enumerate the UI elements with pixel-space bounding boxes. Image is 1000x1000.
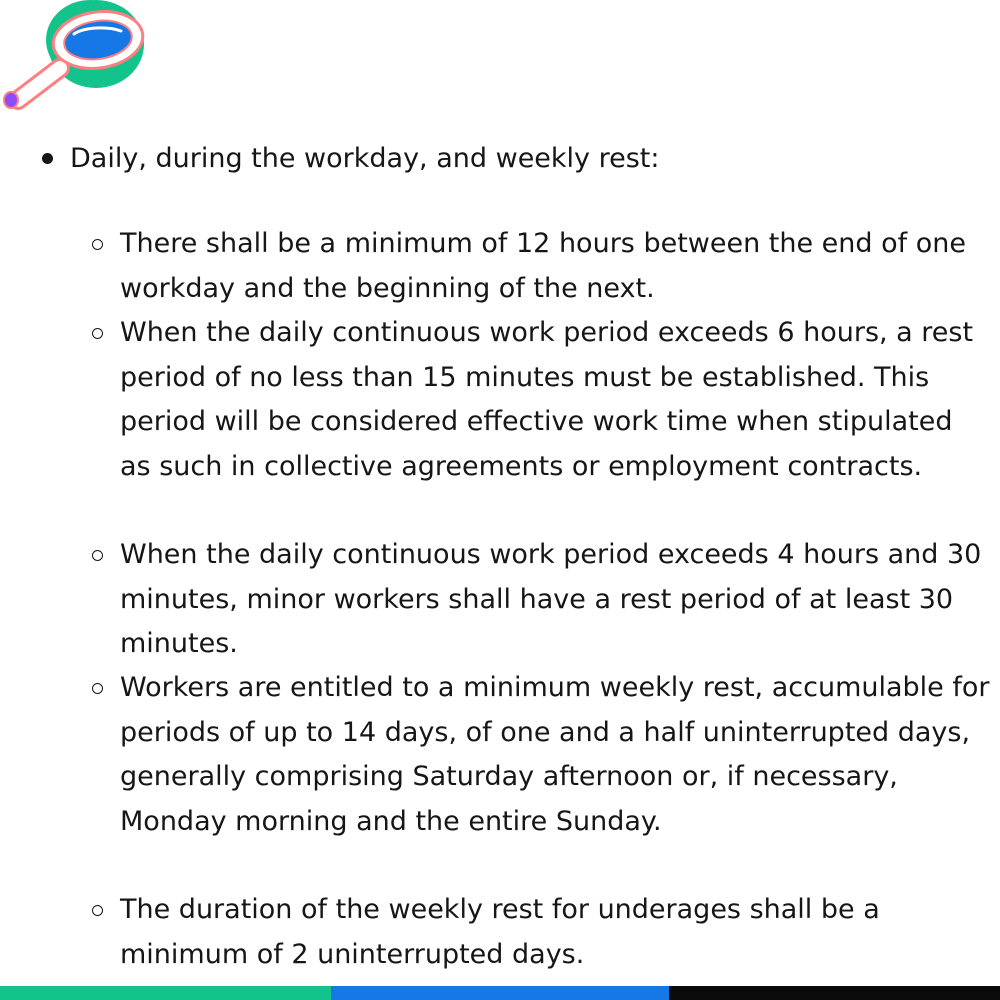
main-bullet-text: Daily, during the workday, and weekly rest: [70,143,660,174]
open-bullet-icon [92,905,103,916]
footer-blue-segment [331,986,669,1000]
rule-minimum-rest-between-workdays: There shall be a minimum of 12 hours between the end of one workday and the beginning of the next. [120,228,966,304]
rule-minor-workers-rest-period: When the daily continuous work period exceeds 4 hours and 30 minutes, minor workers shall have a rest period of at least 30 minutes. [120,539,982,659]
footer-color-bar [0,986,1000,1000]
footer-green-segment [0,986,331,1000]
rule-continuous-work-rest-period: When the daily continuous work period exceeds 6 hours, a rest period of no less than 15 minutes must be established. This period will be considered effective work time when stipulated as such in collective agreements or employment contracts. [120,317,974,482]
open-bullet-icon [92,550,103,561]
open-bullet-icon [92,683,103,694]
filled-bullet-icon [42,153,53,164]
rule-weekly-rest-entitlement: Workers are entitled to a minimum weekly rest, accumulable for periods of up to 14 days, of one and a half uninterrupted days, generally comprising Saturday afternoon or, if necessary, Monday morning and the entire Sunday. [120,672,990,837]
footer-black-segment [669,986,1000,1000]
open-bullet-icon [92,328,103,339]
open-bullet-icon [92,239,103,250]
rule-underage-weekly-rest: The duration of the weekly rest for underages shall be a minimum of 2 uninterrupted days. [120,894,880,970]
